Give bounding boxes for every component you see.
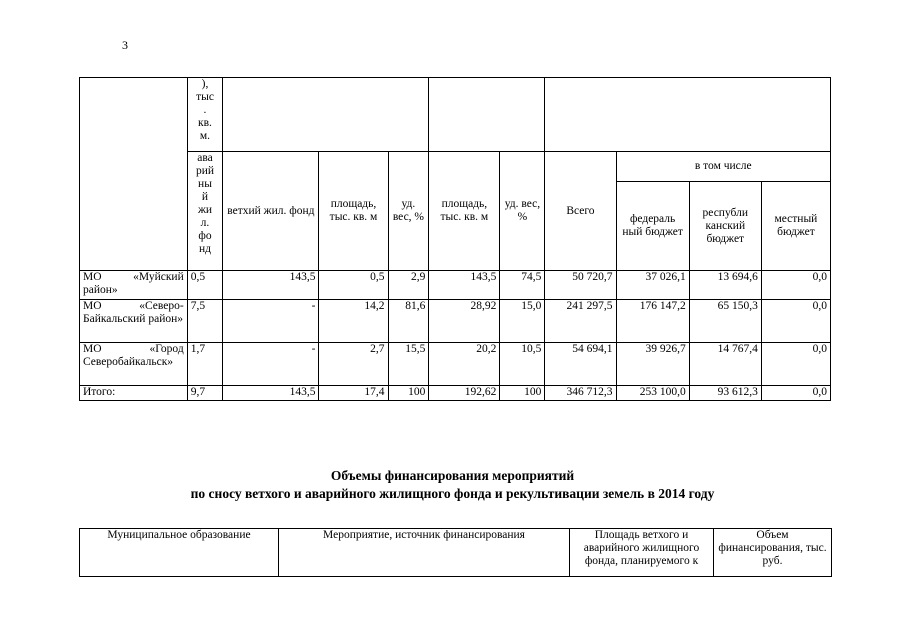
mo-name: МО «Северо-Байкальский район»: [80, 300, 188, 343]
header-block-2: [429, 78, 545, 152]
value-cell: 14 767,4: [689, 343, 761, 386]
total-label: Итого:: [80, 386, 188, 401]
value-cell: 93 612,3: [689, 386, 761, 401]
value-cell: 100: [388, 386, 429, 401]
value-cell: 2,9: [388, 271, 429, 300]
mestnyy-budget-header: местный бюджет: [761, 182, 830, 271]
page-number: 3: [122, 38, 128, 52]
value-cell: 143,5: [429, 271, 500, 300]
value-cell: 17,4: [319, 386, 388, 401]
value-cell: -: [223, 343, 319, 386]
v-tom-chisle-header: в том числе: [616, 152, 831, 182]
housing-stats-table: [79, 77, 831, 401]
value-cell: 14,2: [319, 300, 388, 343]
value-cell: 0,0: [761, 271, 830, 300]
value-cell: 15,0: [500, 300, 545, 343]
value-cell: 7,5: [187, 300, 223, 343]
value-cell: 13 694,6: [689, 271, 761, 300]
ud-ves-header-2: уд. вес, %: [500, 152, 545, 271]
mo-column-header: Муниципальное образование: [80, 529, 279, 577]
value-cell: 176 147,2: [616, 300, 689, 343]
value-cell: 0,5: [187, 271, 223, 300]
value-cell: 0,5: [319, 271, 388, 300]
value-cell: 20,2: [429, 343, 500, 386]
partial-header-cell: ), тыс . кв. м.: [187, 78, 223, 152]
federal-budget-header: федераль ный бюджет: [616, 182, 689, 271]
mo-header-cell: [80, 78, 188, 271]
table-header-row: [80, 529, 832, 577]
value-cell: 28,92: [429, 300, 500, 343]
value-cell: 39 926,7: [616, 343, 689, 386]
value-cell: 2,7: [319, 343, 388, 386]
respublikanskiy-budget-header: республи канский бюджет: [689, 182, 761, 271]
ud-ves-header-1: уд. вес, %: [388, 152, 429, 271]
section-title-line-1: Объемы финансирования мероприятий: [330, 468, 575, 483]
avarii-fond-header: ава рий ны й жи л. фо нд: [187, 152, 223, 271]
financing-table: [79, 528, 832, 577]
table-row: [80, 271, 831, 300]
ploshchad-column-header: Площадь ветхого и аварийного жилищного фонда, планируемого к: [570, 529, 714, 577]
ploshchad-header-2: площадь, тыс. кв. м: [429, 152, 500, 271]
header-block-3: [545, 78, 831, 152]
value-cell: 65 150,3: [689, 300, 761, 343]
value-cell: 37 026,1: [616, 271, 689, 300]
value-cell: -: [223, 300, 319, 343]
value-cell: 0,0: [761, 300, 830, 343]
mo-name: МО «Город Северобайкальск»: [80, 343, 188, 386]
value-cell: 9,7: [187, 386, 223, 401]
value-cell: 346 712,3: [545, 386, 616, 401]
value-cell: 74,5: [500, 271, 545, 300]
value-cell: 143,5: [223, 386, 319, 401]
value-cell: 54 694,1: [545, 343, 616, 386]
table-row: [80, 300, 831, 343]
value-cell: 100: [500, 386, 545, 401]
total-row: [80, 386, 831, 401]
vsego-header: Всего: [545, 152, 616, 271]
value-cell: 81,6: [388, 300, 429, 343]
obem-column-header: Объем финансирования, тыс. руб.: [714, 529, 832, 577]
value-cell: 15,5: [388, 343, 429, 386]
value-cell: 0,0: [761, 386, 830, 401]
value-cell: 1,7: [187, 343, 223, 386]
value-cell: 0,0: [761, 343, 830, 386]
value-cell: 50 720,7: [545, 271, 616, 300]
vetkhiy-fond-header: ветхий жил. фонд: [223, 152, 319, 271]
mo-name: МО «Муйский район»: [80, 271, 188, 300]
value-cell: 10,5: [500, 343, 545, 386]
ploshchad-header-1: площадь, тыс. кв. м: [319, 152, 388, 271]
header-block-1: [223, 78, 429, 152]
value-cell: 253 100,0: [616, 386, 689, 401]
value-cell: 241 297,5: [545, 300, 616, 343]
table-row: [80, 343, 831, 386]
value-cell: 143,5: [223, 271, 319, 300]
meropriyatie-column-header: Мероприятие, источник финансирования: [279, 529, 570, 577]
section-title-line-2: по сносу ветхого и аварийного жилищного фонда и рекультивации земель в 2014 году: [190, 486, 715, 501]
value-cell: 192,62: [429, 386, 500, 401]
